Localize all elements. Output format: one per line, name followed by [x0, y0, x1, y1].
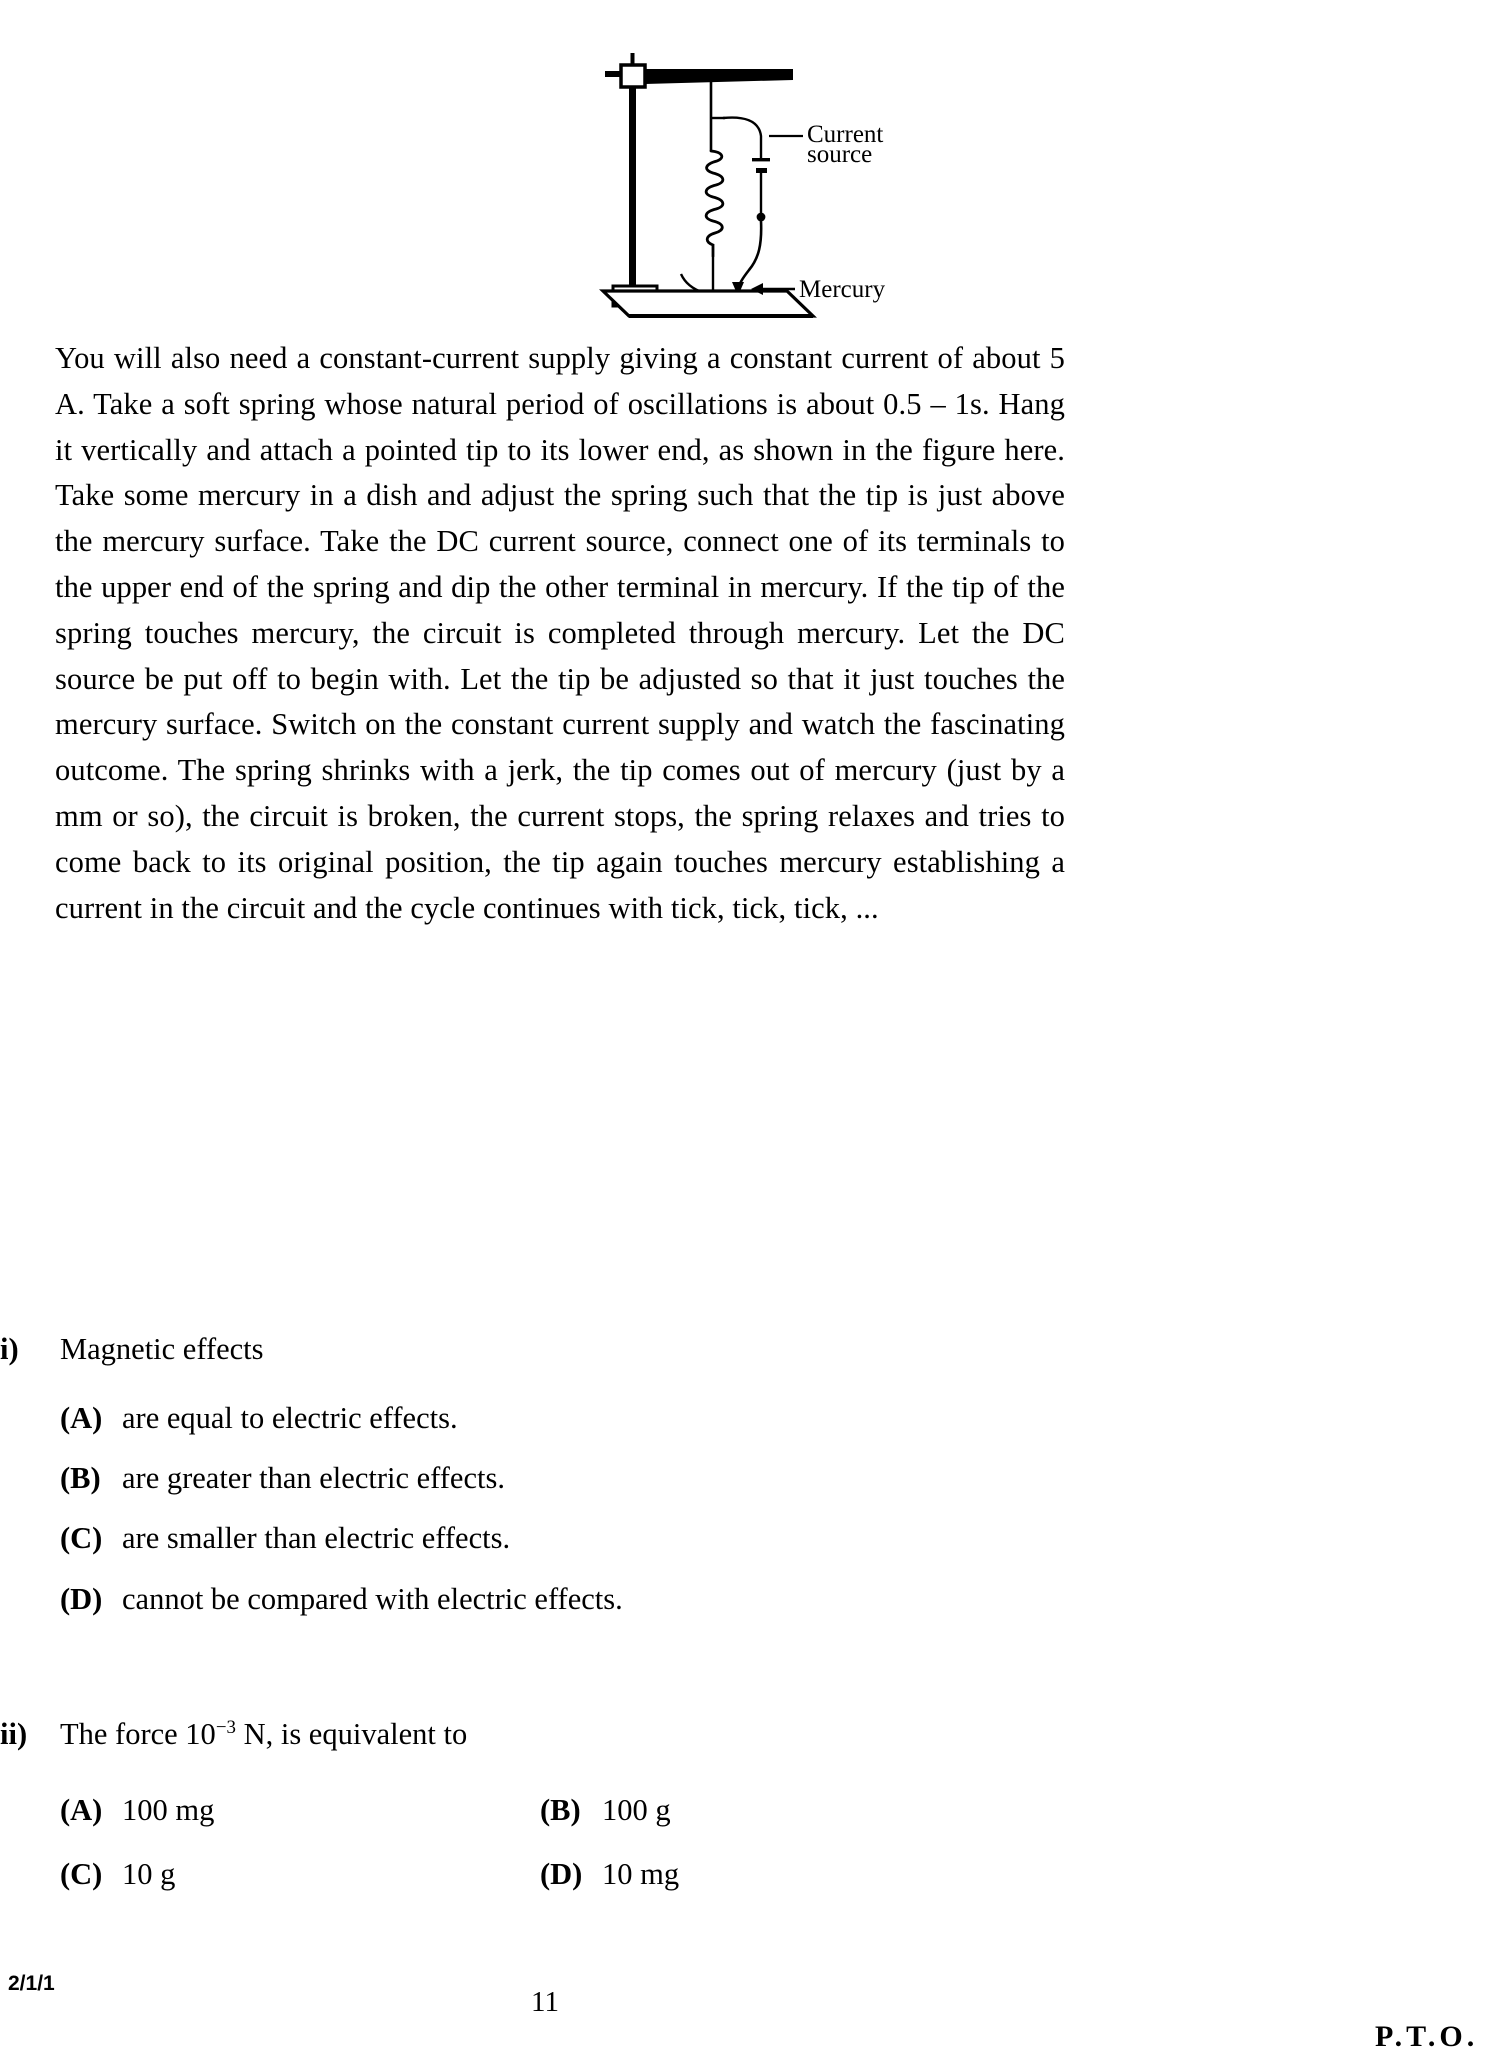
horizontal-arm [645, 69, 793, 84]
option-c-text: are smaller than electric effects. [122, 1521, 511, 1556]
question-i-option-a[interactable] [0, 1399, 1120, 1437]
paper-code: 2/1/1 [8, 1972, 55, 1995]
page-number: 11 [531, 1986, 559, 2018]
question-ii-option-d[interactable] [540, 1855, 679, 1893]
question-i-option-b[interactable] [0, 1459, 1120, 1497]
question-ii-stem-row [0, 1715, 1120, 1753]
question-i-stem: Magnetic effects [60, 1332, 264, 1366]
option-a-tag: (A) [60, 1401, 103, 1436]
question-ii-option-b[interactable] [540, 1791, 671, 1829]
question-i-number: i) [0, 1332, 19, 1366]
question-ii-options-row-2 [0, 1855, 1120, 1893]
spring-coil [706, 151, 723, 256]
apparatus-figure [0, 18, 1505, 318]
question-i [0, 1330, 1120, 1618]
option-b-tag: (B) [60, 1461, 101, 1496]
table-top [603, 291, 813, 316]
option-d-tag: (D) [60, 1581, 103, 1616]
question-ii-option-a[interactable] [0, 1791, 540, 1829]
question-i-option-d[interactable] [0, 1580, 1120, 1618]
current-source-top-lead [723, 118, 761, 158]
current-source-label-line2: source [806, 141, 872, 168]
clamp-block [621, 65, 645, 87]
option-d-text: 10 mg [602, 1857, 680, 1892]
mercury-label: Mercury [798, 276, 885, 303]
option-b-text: are greater than electric effects. [122, 1461, 505, 1496]
table-edge [629, 314, 813, 318]
option-b-tag: (B) [540, 1793, 581, 1828]
question-ii-number: ii) [0, 1717, 28, 1751]
question-ii-stem [60, 1715, 467, 1753]
question-i-stem-row [0, 1330, 1120, 1368]
mercury-terminal-wire [738, 221, 761, 290]
page-footer [0, 1972, 1505, 2053]
option-c-text: 10 g [122, 1857, 176, 1892]
question-ii-stem-after: N, is equivalent to [235, 1717, 468, 1751]
option-a-text: are equal to electric effects. [122, 1401, 458, 1436]
option-a-tag: (A) [60, 1793, 103, 1828]
question-ii-option-c[interactable] [0, 1855, 540, 1893]
option-b-text: 100 g [602, 1793, 671, 1828]
option-a-text: 100 mg [122, 1793, 215, 1828]
question-ii-stem-before: The force 10 [60, 1717, 216, 1751]
question-i-option-c[interactable] [0, 1519, 1120, 1557]
option-c-tag: (C) [60, 1857, 103, 1892]
terminal-node [756, 213, 765, 222]
turn-over-label: P.T.O. [1375, 2020, 1479, 2053]
current-source-label-line1: Current [806, 121, 883, 148]
question-ii [0, 1715, 1120, 1893]
option-d-tag: (D) [540, 1857, 583, 1892]
option-d-text: cannot be compared with electric effects. [122, 1581, 623, 1616]
passage-paragraph: You will also need a constant-current supply giving a constant current of about 5 A. Take a soft spring whose natural period of oscillations is about 0.5 – 1s. Hang it vertically and attach a pointed tip to its lower end, as shown in the figure here. Take some mercury in a dish and adjust the spring such that the tip is just above the mercury surface. Take the DC current source, connect one of its terminals to the upper end of the spring and dip the other terminal in mercury. If the tip of the spring touches mercury, the circuit is completed through mercury. Let the DC source be put off to begin with. Let the tip be adjusted so that it just touches the mercury surface. Switch on the constant current supply and watch the fascinating outcome. The spring shrinks with a jerk, the tip comes out of mercury (just by a mm or so), the circuit is broken, the current stops, the spring relaxes and tries to come back to its original position, the tip again touches mercury establishing a current in the circuit and the cycle continues with tick, tick, tick, ... [55, 341, 1065, 925]
apparatus-diagram [563, 18, 943, 318]
battery-long-plate [752, 158, 770, 161]
question-ii-stem-exponent: −3 [215, 1716, 236, 1738]
stand-rod [629, 78, 636, 290]
passage-text [55, 336, 1065, 931]
option-c-tag: (C) [60, 1521, 103, 1556]
battery-short-plate [756, 168, 767, 173]
question-ii-options-row-1 [0, 1791, 1120, 1829]
clamp-screw [605, 71, 622, 77]
